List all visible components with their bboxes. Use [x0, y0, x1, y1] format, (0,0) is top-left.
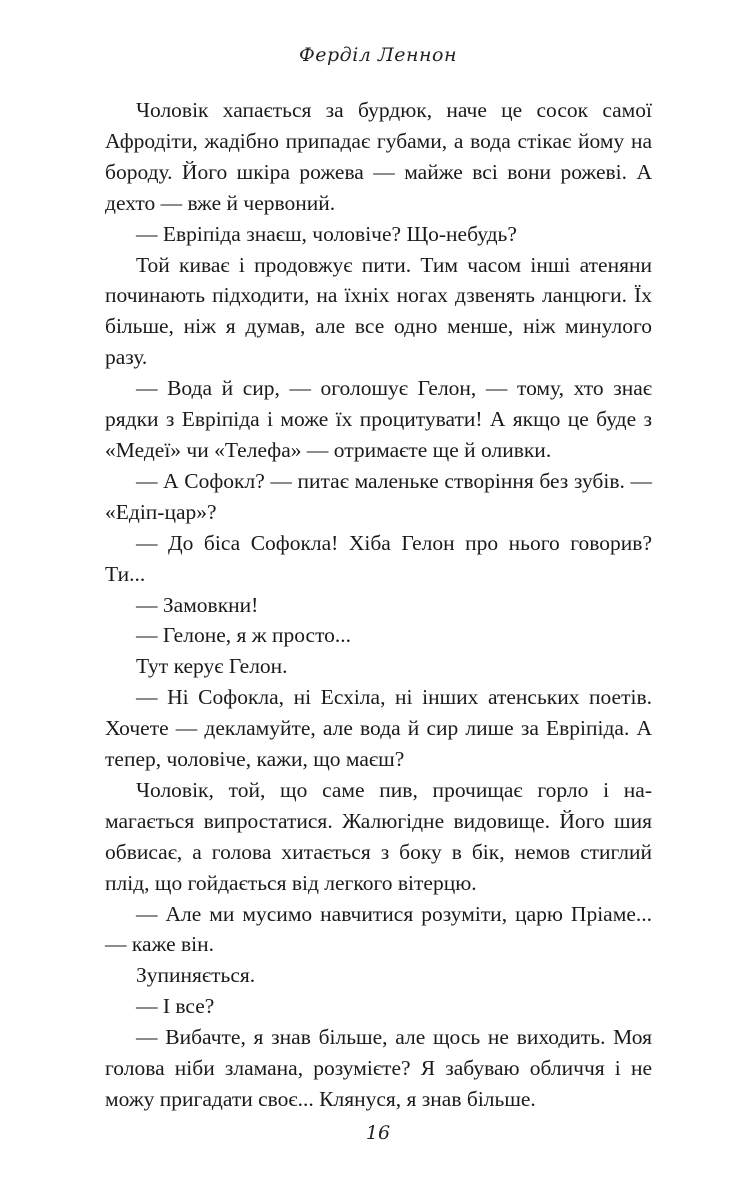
paragraph: Зупиняється.: [136, 963, 256, 988]
paragraph: — Ні Софокла, ні Есхіла, ні інших атенських поетів. Хочете — декламуйте, але вода й сир лише за Евріпіда. А тепер, чоловіче, кажи, що маєш?: [105, 685, 652, 772]
running-head: Ферділ Леннон: [298, 44, 458, 66]
paragraph: — Гелоне, я ж просто...: [136, 623, 352, 648]
paragraph: Чоловік хапається за бурдюк, наче це сосок самої Афродіти, жадібно припадає губами, а вода стікає йому на бороду. Його шкіра рожева — майже всі вони рожеві. А дехто — вже й червоний.: [105, 98, 652, 215]
paragraph: — Евріпіда знаєш, чоловіче? Що-небудь?: [136, 221, 517, 246]
paragraph: — А Софокл? — питає маленьке створіння без зубів. — «Едіп-цар»?: [105, 468, 652, 524]
paragraph: — Але ми мусимо навчитися розуміти, царю Пріаме... — каже він.: [105, 901, 652, 957]
paragraph: Тут керує Гелон.: [136, 654, 288, 679]
body-text: [105, 95, 652, 1115]
paragraph: — Вибачте, я знав більше, але щось не виходить. Моя голова ніби зламана, розумієте? Я забуваю обличчя і не можу пригадати своє... Клянуся, я знав більше.: [105, 1025, 652, 1111]
paragraph: — До біса Софокла! Хіба Гелон про нього говорив? Ти...: [105, 530, 652, 586]
page-number: 16: [365, 1122, 391, 1144]
paragraph: Той киває і продовжує пити. Тим часом інші атеняни починають підходити, на їхніх ногах дзвенять ланцюги. Їх більше, ніж я думав, але все одно менше, ніж минулого разу.: [105, 252, 652, 370]
paragraph: — Замовкни!: [136, 592, 259, 617]
paragraph: Чоловік, той, що саме пив, прочищає горло і намагається випростатися. Жалюгідне видовище. Його шия обвисає, а голова хитається з боку в бік, немов стиглий плід, що гойдається від легкого вітерцю.: [105, 777, 652, 895]
paragraph: — Вода й сир, — оголошує Гелон, — тому, хто знає рядки з Евріпіда і може їх процитувати! А якщо це буде з «Медеї» чи «Телефа» — отримаєте ще й оливки.: [105, 376, 652, 462]
paragraph: — І все?: [136, 994, 215, 1019]
